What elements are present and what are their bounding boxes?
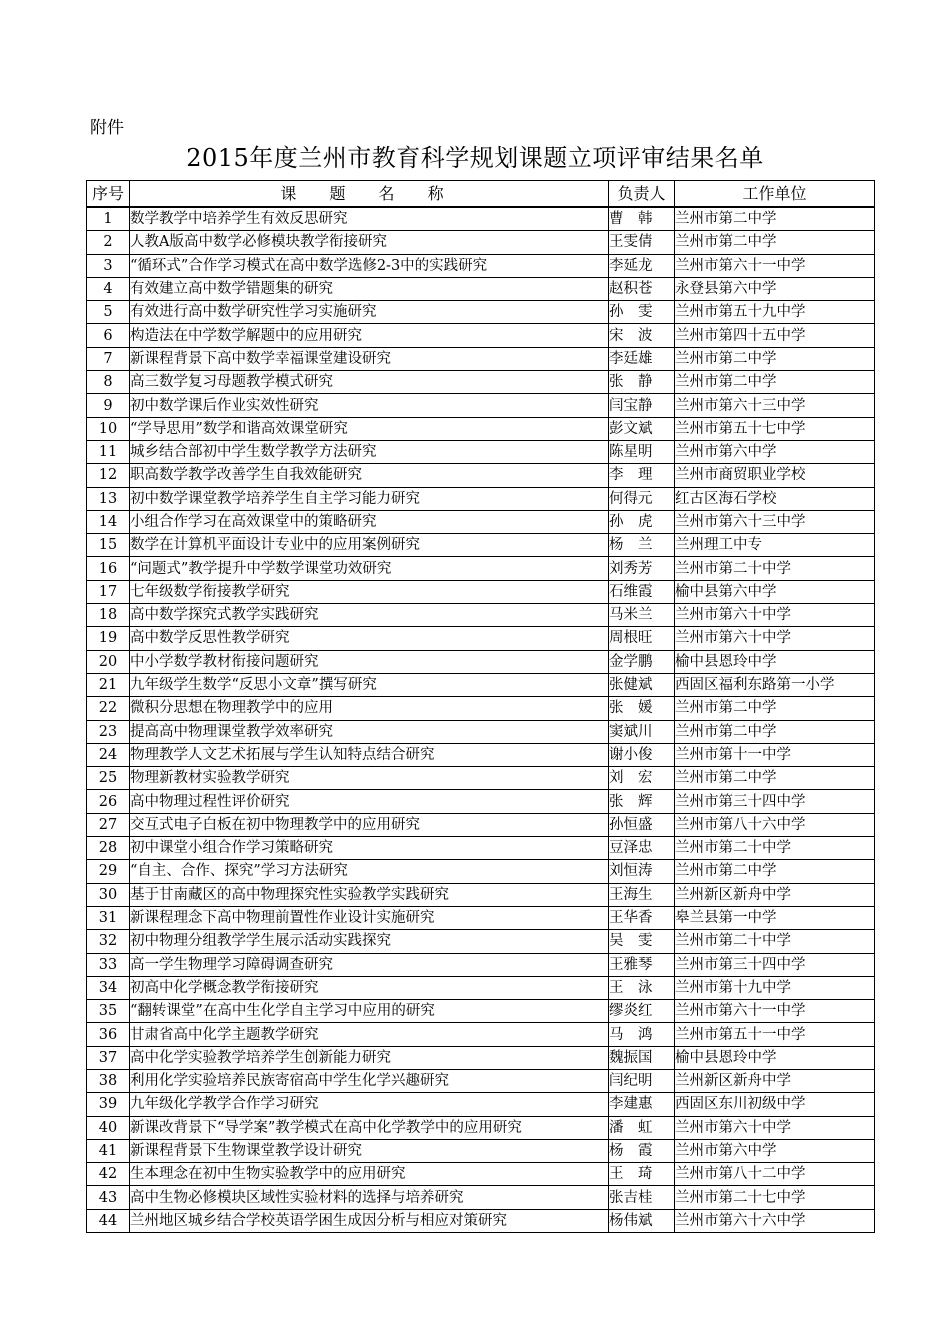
table-row	[87, 417, 875, 440]
cell-leader: 马米兰	[609, 604, 675, 627]
cell-leader: 吴 雯	[609, 930, 675, 953]
table-row	[87, 627, 875, 650]
cell-unit: 兰州市第三十四中学	[675, 790, 875, 813]
page-title: 2015年度兰州市教育科学规划课题立项评审结果名单	[186, 144, 764, 172]
column-header-no: 序号	[87, 181, 130, 208]
cell-no: 17	[87, 580, 130, 603]
table-row	[87, 347, 875, 370]
cell-no: 34	[87, 976, 130, 999]
cell-no: 2	[87, 231, 130, 254]
cell-topic: 利用化学实验培养民族寄宿高中学生化学兴趣研究	[130, 1069, 609, 1092]
table-row	[87, 743, 875, 766]
cell-no: 10	[87, 417, 130, 440]
cell-unit: 兰州市第六十六中学	[675, 1209, 875, 1232]
cell-unit: 兰州市第二中学	[675, 697, 875, 720]
cell-no: 31	[87, 906, 130, 929]
cell-no: 18	[87, 604, 130, 627]
table-row	[87, 1186, 875, 1209]
cell-unit: 兰州市第六十中学	[675, 627, 875, 650]
cell-leader: 陈星明	[609, 440, 675, 463]
cell-leader: 金学鹏	[609, 650, 675, 673]
column-header-topic: 课 题 名 称	[130, 181, 609, 208]
cell-leader: 孙 雯	[609, 301, 675, 324]
cell-leader: 杨 兰	[609, 534, 675, 557]
cell-unit: 皋兰县第一中学	[675, 906, 875, 929]
cell-leader: 李延龙	[609, 254, 675, 277]
cell-no: 28	[87, 837, 130, 860]
cell-no: 12	[87, 464, 130, 487]
table-row	[87, 440, 875, 463]
cell-leader: 闫纪明	[609, 1069, 675, 1092]
cell-leader: 潘 虹	[609, 1116, 675, 1139]
cell-topic: 初中物理分组教学学生展示活动实践探究	[130, 930, 609, 953]
cell-topic: 高中生物必修模块区域性实验材料的选择与培养研究	[130, 1186, 609, 1209]
cell-no: 29	[87, 860, 130, 883]
cell-topic: 甘肃省高中化学主题教学研究	[130, 1023, 609, 1046]
cell-topic: 高三数学复习母题教学模式研究	[130, 371, 609, 394]
cell-topic: 提高高中物理课堂教学效率研究	[130, 720, 609, 743]
cell-topic: 初高中化学概念教学衔接研究	[130, 976, 609, 999]
table-row	[87, 767, 875, 790]
cell-topic: 有效建立高中数学错题集的研究	[130, 277, 609, 300]
cell-unit: 兰州市第二中学	[675, 720, 875, 743]
cell-leader: 闫宝静	[609, 394, 675, 417]
cell-topic: 中小学数学教材衔接问题研究	[130, 650, 609, 673]
cell-unit: 兰州市第二十中学	[675, 557, 875, 580]
table-row	[87, 1069, 875, 1092]
table-row	[87, 953, 875, 976]
table-row	[87, 324, 875, 347]
table-row	[87, 1116, 875, 1139]
table-row	[87, 883, 875, 906]
cell-topic: 小组合作学习在高效课堂中的策略研究	[130, 510, 609, 533]
cell-topic: 兰州地区城乡结合学校英语学困生成因分析与相应对策研究	[130, 1209, 609, 1232]
cell-no: 7	[87, 347, 130, 370]
table-row	[87, 510, 875, 533]
cell-topic: 物理教学人文艺术拓展与学生认知特点结合研究	[130, 743, 609, 766]
cell-topic: 城乡结合部初中学生数学教学方法研究	[130, 440, 609, 463]
cell-topic: 生本理念在初中生物实验教学中的应用研究	[130, 1163, 609, 1186]
cell-topic: 九年级化学教学合作学习研究	[130, 1093, 609, 1116]
cell-no: 35	[87, 1000, 130, 1023]
cell-no: 42	[87, 1163, 130, 1186]
cell-topic: 基于甘南藏区的高中物理探究性实验教学实践研究	[130, 883, 609, 906]
table-row	[87, 930, 875, 953]
cell-leader: 缪炎红	[609, 1000, 675, 1023]
table-row	[87, 673, 875, 696]
table-row	[87, 301, 875, 324]
cell-topic: “自主、合作、探究”学习方法研究	[130, 860, 609, 883]
cell-unit: 兰州市第二中学	[675, 371, 875, 394]
cell-no: 11	[87, 440, 130, 463]
table-row	[87, 906, 875, 929]
cell-leader: 彭文斌	[609, 417, 675, 440]
cell-leader: 张健斌	[609, 673, 675, 696]
cell-no: 24	[87, 743, 130, 766]
cell-leader: 李建惠	[609, 1093, 675, 1116]
cell-topic: 人教A版高中数学必修模块教学衔接研究	[130, 231, 609, 254]
cell-unit: 兰州市第六十中学	[675, 604, 875, 627]
cell-leader: 王雯倩	[609, 231, 675, 254]
cell-no: 20	[87, 650, 130, 673]
cell-leader: 王海生	[609, 883, 675, 906]
cell-unit: 兰州市第六十三中学	[675, 510, 875, 533]
cell-no: 32	[87, 930, 130, 953]
cell-leader: 赵积苍	[609, 277, 675, 300]
cell-topic: 有效进行高中数学研究性学习实施研究	[130, 301, 609, 324]
table-row	[87, 1000, 875, 1023]
cell-topic: 构造法在中学数学解题中的应用研究	[130, 324, 609, 347]
cell-leader: 王 泳	[609, 976, 675, 999]
table-row	[87, 231, 875, 254]
cell-no: 22	[87, 697, 130, 720]
cell-unit: 兰州市第六中学	[675, 1139, 875, 1162]
cell-unit: 兰州市第三十四中学	[675, 953, 875, 976]
attachment-label: 附件	[90, 118, 124, 138]
column-header-unit: 工作单位	[675, 181, 875, 208]
cell-no: 23	[87, 720, 130, 743]
cell-no: 43	[87, 1186, 130, 1209]
cell-unit: 兰州市第二中学	[675, 347, 875, 370]
cell-unit: 兰州市第六十一中学	[675, 1000, 875, 1023]
table-row	[87, 697, 875, 720]
cell-unit: 兰州市第六中学	[675, 440, 875, 463]
cell-leader: 刘恒涛	[609, 860, 675, 883]
cell-leader: 孙 虎	[609, 510, 675, 533]
cell-no: 39	[87, 1093, 130, 1116]
cell-no: 3	[87, 254, 130, 277]
table-row	[87, 650, 875, 673]
cell-unit: 永登县第六中学	[675, 277, 875, 300]
cell-leader: 魏振国	[609, 1046, 675, 1069]
table-row	[87, 604, 875, 627]
cell-no: 19	[87, 627, 130, 650]
cell-leader: 张 辉	[609, 790, 675, 813]
cell-unit: 兰州市第二中学	[675, 860, 875, 883]
cell-no: 27	[87, 813, 130, 836]
cell-unit: 兰州新区新舟中学	[675, 883, 875, 906]
cell-leader: 周根旺	[609, 627, 675, 650]
table-row	[87, 976, 875, 999]
cell-topic: 新课程理念下高中物理前置性作业设计实施研究	[130, 906, 609, 929]
cell-topic: 初中课堂小组合作学习策略研究	[130, 837, 609, 860]
table-row	[87, 277, 875, 300]
cell-topic: 数学在计算机平面设计专业中的应用案例研究	[130, 534, 609, 557]
cell-leader: 马 鸿	[609, 1023, 675, 1046]
cell-unit: 榆中县恩玲中学	[675, 650, 875, 673]
cell-unit: 兰州市第十一中学	[675, 743, 875, 766]
table-row	[87, 1209, 875, 1232]
table-header	[87, 181, 875, 208]
cell-topic: 新课程背景下生物课堂教学设计研究	[130, 1139, 609, 1162]
cell-topic: 微积分思想在物理教学中的应用	[130, 697, 609, 720]
cell-no: 33	[87, 953, 130, 976]
cell-no: 8	[87, 371, 130, 394]
cell-topic: 新课改背景下“导学案”教学模式在高中化学教学中的应用研究	[130, 1116, 609, 1139]
table-row	[87, 1093, 875, 1116]
table-row	[87, 557, 875, 580]
cell-topic: 高中化学实验教学培养学生创新能力研究	[130, 1046, 609, 1069]
cell-leader: 宋 波	[609, 324, 675, 347]
table-row	[87, 813, 875, 836]
cell-unit: 兰州市第八十二中学	[675, 1163, 875, 1186]
cell-topic: 新课程背景下高中数学幸福课堂建设研究	[130, 347, 609, 370]
cell-leader: 王华香	[609, 906, 675, 929]
cell-topic: 交互式电子白板在初中物理教学中的应用研究	[130, 813, 609, 836]
table-row	[87, 371, 875, 394]
cell-no: 9	[87, 394, 130, 417]
table-row	[87, 207, 875, 231]
cell-no: 1	[87, 207, 130, 231]
table-body	[87, 207, 875, 1233]
cell-topic: 初中数学课堂教学培养学生自主学习能力研究	[130, 487, 609, 510]
cell-leader: 曹 韩	[609, 207, 675, 231]
cell-unit: 兰州市第二中学	[675, 207, 875, 231]
cell-unit: 兰州市第二十中学	[675, 837, 875, 860]
cell-unit: 榆中县恩玲中学	[675, 1046, 875, 1069]
cell-topic: 高一学生物理学习障碍调查研究	[130, 953, 609, 976]
cell-no: 16	[87, 557, 130, 580]
column-header-leader: 负责人	[609, 181, 675, 208]
table-row	[87, 1046, 875, 1069]
cell-no: 41	[87, 1139, 130, 1162]
cell-topic: 七年级数学衔接教学研究	[130, 580, 609, 603]
table-row	[87, 720, 875, 743]
cell-no: 30	[87, 883, 130, 906]
cell-topic: 初中数学课后作业实效性研究	[130, 394, 609, 417]
cell-no: 21	[87, 673, 130, 696]
cell-unit: 兰州市第二十中学	[675, 930, 875, 953]
table-row	[87, 1163, 875, 1186]
cell-unit: 兰州市第二中学	[675, 767, 875, 790]
table-row	[87, 1023, 875, 1046]
cell-topic: 职高数学教学改善学生自我效能研究	[130, 464, 609, 487]
cell-no: 44	[87, 1209, 130, 1232]
cell-unit: 兰州市第八十六中学	[675, 813, 875, 836]
cell-topic: 数学教学中培养学生有效反思研究	[130, 207, 609, 231]
cell-topic: “循环式”合作学习模式在高中数学选修2-3中的实践研究	[130, 254, 609, 277]
table-row	[87, 254, 875, 277]
table-row	[87, 580, 875, 603]
cell-topic: “问题式”教学提升中学数学课堂功效研究	[130, 557, 609, 580]
cell-topic: “翻转课堂”在高中生化学自主学习中应用的研究	[130, 1000, 609, 1023]
cell-no: 13	[87, 487, 130, 510]
cell-leader: 豆泽忠	[609, 837, 675, 860]
cell-topic: “学导思用”数学和谐高效课堂研究	[130, 417, 609, 440]
table-row	[87, 1139, 875, 1162]
cell-no: 38	[87, 1069, 130, 1092]
cell-leader: 张吉桂	[609, 1186, 675, 1209]
cell-unit: 兰州市第六十三中学	[675, 394, 875, 417]
cell-leader: 王雅琴	[609, 953, 675, 976]
cell-leader: 刘 宏	[609, 767, 675, 790]
table-row	[87, 534, 875, 557]
cell-topic: 物理新教材实验教学研究	[130, 767, 609, 790]
cell-unit: 兰州理工中专	[675, 534, 875, 557]
cell-unit: 兰州市第六十一中学	[675, 254, 875, 277]
table-row	[87, 860, 875, 883]
cell-leader: 张 静	[609, 371, 675, 394]
cell-no: 15	[87, 534, 130, 557]
cell-no: 5	[87, 301, 130, 324]
cell-leader: 石维霞	[609, 580, 675, 603]
cell-leader: 杨 霞	[609, 1139, 675, 1162]
cell-unit: 兰州市商贸职业学校	[675, 464, 875, 487]
table-row	[87, 837, 875, 860]
cell-no: 37	[87, 1046, 130, 1069]
cell-unit: 兰州市第五十九中学	[675, 301, 875, 324]
table-row	[87, 790, 875, 813]
table-row	[87, 487, 875, 510]
cell-leader: 孙恒盛	[609, 813, 675, 836]
cell-leader: 李廷雄	[609, 347, 675, 370]
cell-leader: 谢小俊	[609, 743, 675, 766]
cell-leader: 刘秀芳	[609, 557, 675, 580]
cell-no: 26	[87, 790, 130, 813]
cell-unit: 兰州市第四十五中学	[675, 324, 875, 347]
results-table	[86, 180, 875, 1233]
cell-unit: 红古区海石学校	[675, 487, 875, 510]
cell-unit: 榆中县第六中学	[675, 580, 875, 603]
cell-leader: 窦斌川	[609, 720, 675, 743]
cell-no: 36	[87, 1023, 130, 1046]
cell-no: 14	[87, 510, 130, 533]
cell-topic: 高中物理过程性评价研究	[130, 790, 609, 813]
cell-leader: 王 琦	[609, 1163, 675, 1186]
cell-unit: 兰州市第五十七中学	[675, 417, 875, 440]
cell-no: 6	[87, 324, 130, 347]
cell-unit: 西固区东川初级中学	[675, 1093, 875, 1116]
cell-unit: 兰州市第十九中学	[675, 976, 875, 999]
cell-topic: 高中数学探究式教学实践研究	[130, 604, 609, 627]
cell-leader: 杨伟斌	[609, 1209, 675, 1232]
cell-leader: 李 理	[609, 464, 675, 487]
table-row	[87, 464, 875, 487]
cell-unit: 西固区福利东路第一小学	[675, 673, 875, 696]
cell-topic: 高中数学反思性教学研究	[130, 627, 609, 650]
cell-no: 40	[87, 1116, 130, 1139]
cell-no: 25	[87, 767, 130, 790]
table-row	[87, 394, 875, 417]
cell-unit: 兰州市第五十一中学	[675, 1023, 875, 1046]
cell-unit: 兰州市第二中学	[675, 231, 875, 254]
cell-leader: 张 媛	[609, 697, 675, 720]
cell-unit: 兰州新区新舟中学	[675, 1069, 875, 1092]
cell-unit: 兰州市第二十七中学	[675, 1186, 875, 1209]
cell-topic: 九年级学生数学“反思小文章”撰写研究	[130, 673, 609, 696]
cell-leader: 何得元	[609, 487, 675, 510]
cell-no: 4	[87, 277, 130, 300]
cell-unit: 兰州市第六十中学	[675, 1116, 875, 1139]
